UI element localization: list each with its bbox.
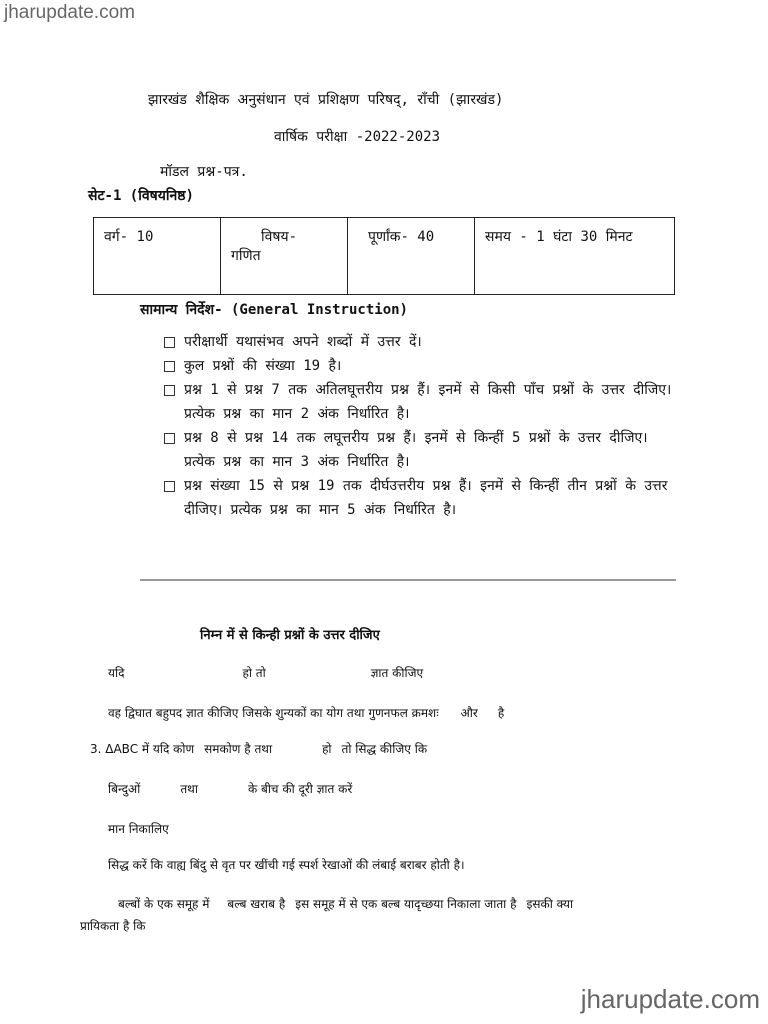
council-title: झारखंड शैक्षिक अनुसंधान एवं प्रशिक्षण परिषद्, राँची (झारखंड) [148,92,504,108]
class-cell [94,218,221,295]
exam-title: वार्षिक परीक्षा -2022-2023 [274,129,440,145]
question-3: 3. ΔABC में यदि कोण समकोण है तथा हो तो सिद्ध कीजिए कि [90,742,428,756]
instruction-item: प्रश्न संख्या 15 से प्रश्न 19 तक दीर्घउत्तरीय प्रश्न हैं। इनमें से किन्हीं तीन प्रश्नों के उत्तर दीजिए। प्रत्येक प्रश्न का मान 5 अंक निर्धारित है। [160,474,680,522]
set-label: सेट-1 (विषयनिष्ठ) [88,188,194,204]
checkbox-icon [164,361,175,372]
question-6: सिद्ध करें कि वाह्य बिंदु से वृत पर खींची गई स्पर्श रेखाओं की लंबाई बराबर होती है। [108,858,465,872]
instruction-item: कुल प्रश्नों की संख्या 19 है। [160,354,680,378]
model-paper-label: मॉडल प्रश्न-पत्र. [160,164,248,180]
instruction-item: परीक्षार्थी यथासंभव अपने शब्दों में उत्तर दें। [160,330,680,354]
subject-cell [221,218,348,295]
checkbox-icon [164,481,175,492]
watermark-top: jharupdate.com [4,2,135,23]
exam-info-table [93,217,675,295]
subject-value: गणित [231,248,261,264]
questions-heading: निम्न में से किन्ही प्रश्नों के उत्तर दीजिए [200,628,380,643]
question-1: यदि हो तो ज्ञात कीजिए [108,666,424,680]
question-4: बिन्दुओं तथा के बीच की दूरी ज्ञात करें [108,782,353,796]
question-2: वह द्विघात बहुपद ज्ञात कीजिए जिसके शुन्यकों का योग तथा गुणनफल क्रमशः और है [108,706,505,720]
time-cell [475,218,675,295]
time-value: समय - 1 घंटा 30 मिनट [485,229,633,245]
class-value: वर्ग- 10 [104,229,154,245]
marks-cell [348,218,475,295]
checkbox-icon [164,337,175,348]
subject-label: विषय- [261,229,298,245]
instructions-title: सामान्य निर्देश- (General Instruction) [140,302,408,318]
instruction-item: प्रश्न 1 से प्रश्न 7 तक अतिलघूत्तरीय प्रश्न हैं। इनमें से किसी पाँच प्रश्नों के उत्तर दीजिए। प्रत्येक प्रश्न का मान 2 अंक निर्धारित है। [160,378,680,426]
section-divider [140,579,676,581]
checkbox-icon [164,433,175,444]
checkbox-icon [164,385,175,396]
question-7: बल्बों के एक समूह में बल्ब खराब है इस समूह में से एक बल्ब यादृच्छया निकाला जाता है इसकी क्या [118,897,574,911]
marks-value: पूर्णांक- 40 [368,229,435,245]
question-5: मान निकालिए [108,822,169,836]
instructions-list [160,330,680,522]
instruction-item: प्रश्न 8 से प्रश्न 14 तक लघूत्तरीय प्रश्न हैं। इनमें से किन्हीं 5 प्रश्नों के उत्तर दीजिए। प्रत्येक प्रश्न का मान 3 अंक निर्धारित है। [160,426,680,474]
question-7-continued: प्रायिकता है कि [80,919,146,933]
watermark-bottom: jharupdate.com [580,984,760,1014]
